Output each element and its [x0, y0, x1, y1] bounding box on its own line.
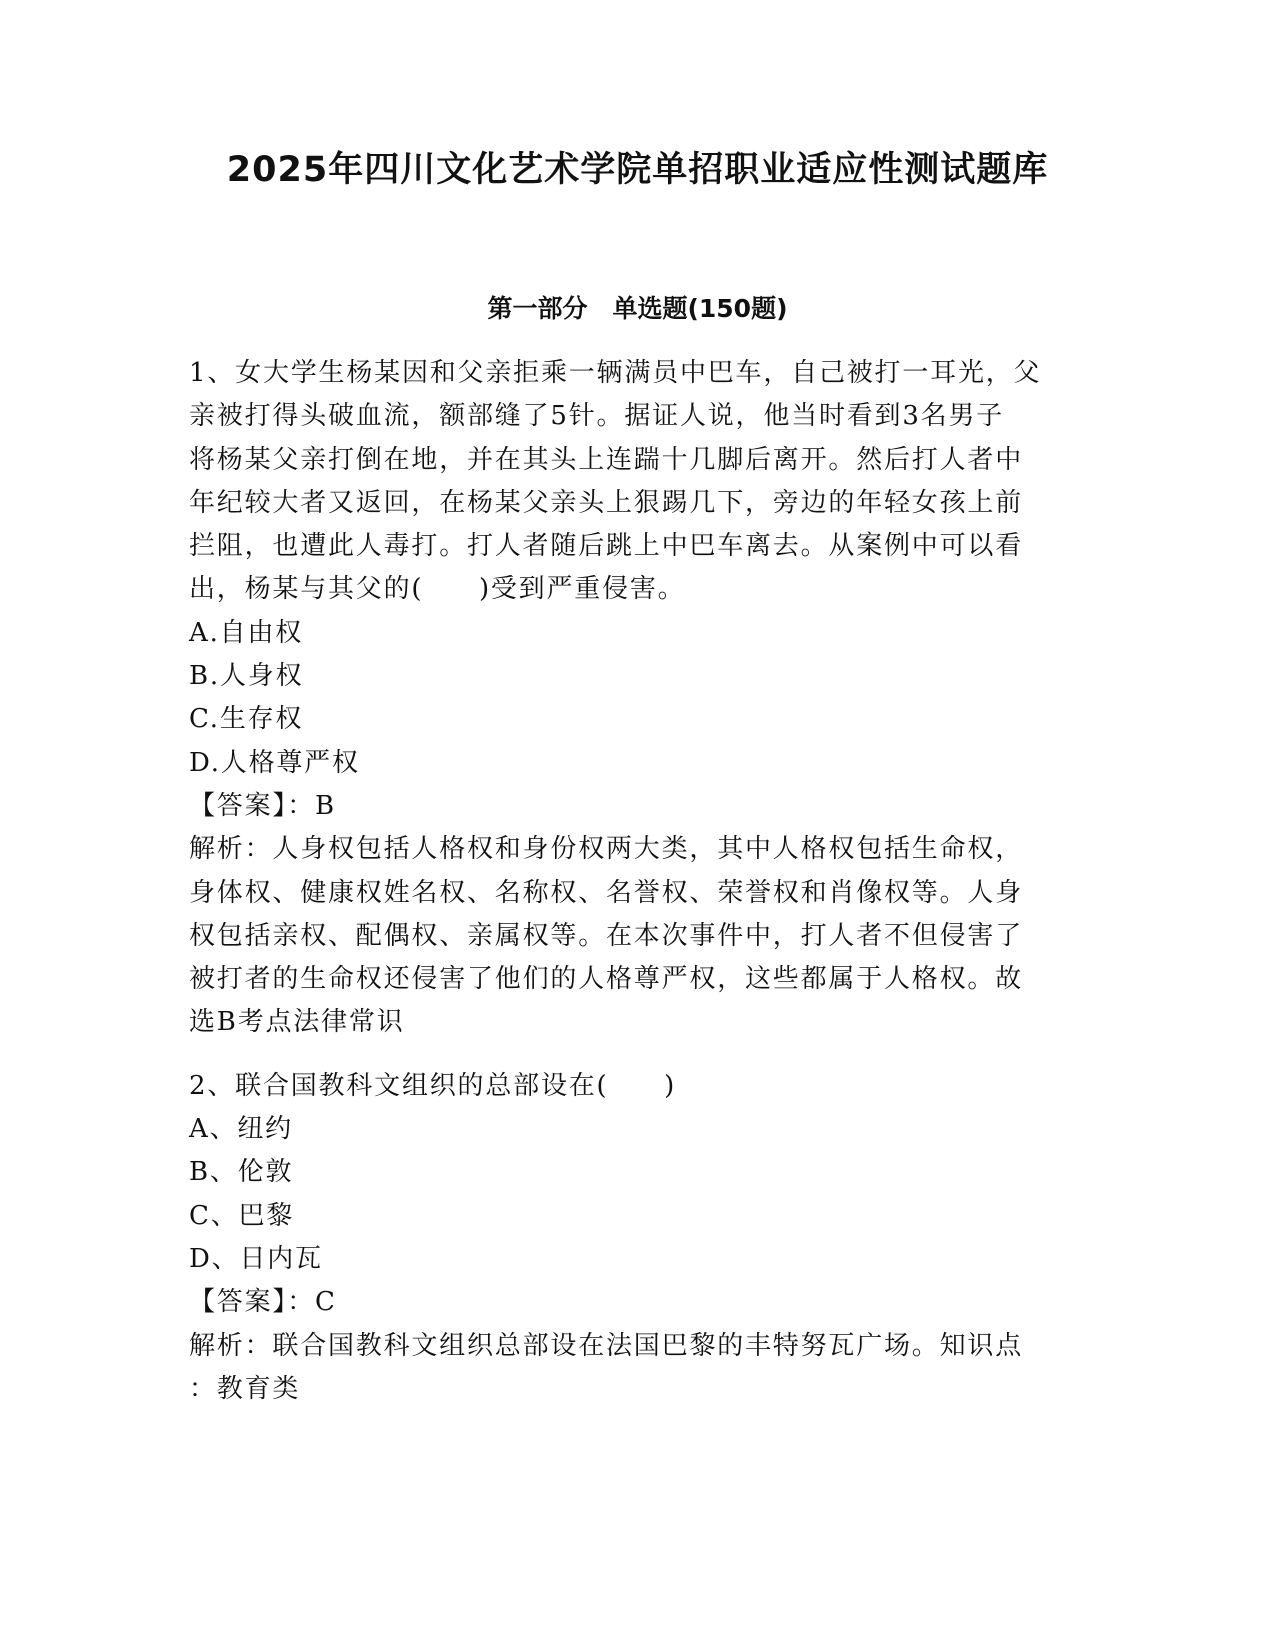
question-stem-line: 1、女大学生杨某因和父亲拒乘一辆满员中巴车，自己被打一耳光，父 — [189, 358, 1042, 388]
analysis-line: 解析：联合国教科文组织总部设在法国巴黎的丰特努瓦广场。知识点 — [189, 1330, 1024, 1361]
option-c: C.生存权 — [189, 704, 304, 735]
analysis-line: ：教育类 — [189, 1373, 301, 1404]
question-list — [189, 352, 1089, 1411]
question-item — [189, 352, 1089, 1045]
question-item — [189, 1065, 1089, 1411]
question-stem-line: 将杨某父亲打倒在地，并在其头上连踹十几脚后离开。然后打人者中 — [189, 444, 1024, 475]
answer-line: 【答案】：B — [189, 790, 336, 821]
question-stem-line: 亲被打得头破血流，额部缝了5针。据证人说，他当时看到3名男子 — [189, 401, 1005, 432]
analysis-line: 被打者的生命权还侵害了他们的人格尊严权，这些都属于人格权。故 — [189, 964, 1024, 995]
analysis-line: 身体权、健康权姓名权、名称权、名誉权、荣誉权和肖像权等。人身 — [189, 877, 1024, 908]
question-stem-line: 出，杨某与其父的( )受到严重侵害。 — [189, 574, 686, 605]
option-d: D、日内瓦 — [189, 1243, 323, 1274]
section-heading: 第一部分 单选题(150题) — [487, 294, 788, 323]
question-separator — [189, 1045, 1089, 1065]
answer-line: 【答案】：C — [189, 1287, 337, 1318]
analysis-line: 解析：人身权包括人格权和身份权两大类，其中人格权包括生命权， — [189, 834, 1024, 865]
option-a: A、纽约 — [189, 1114, 293, 1145]
option-a: A.自由权 — [189, 617, 304, 648]
document-title: 2025年四川文化艺术学院单招职业适应性测试题库 — [226, 150, 1049, 190]
option-c: C、巴黎 — [189, 1200, 295, 1231]
option-b: B、伦敦 — [189, 1157, 294, 1188]
question-stem-line: 2、联合国教科文组织的总部设在( ) — [189, 1070, 677, 1101]
analysis-line: 权包括亲权、配偶权、亲属权等。在本次事件中，打人者不但侵害了 — [189, 920, 1024, 951]
question-stem-line: 年纪较大者又返回，在杨某父亲头上狠踢几下，旁边的年轻女孩上前 — [189, 487, 1024, 518]
analysis-line: 选B考点法律常识 — [189, 1007, 405, 1038]
question-stem-line: 拦阻，也遭此人毒打。打人者随后跳上中巴车离去。从案例中可以看 — [189, 531, 1024, 562]
option-d: D.人格尊严权 — [189, 747, 360, 778]
option-b: B.人身权 — [189, 661, 304, 692]
